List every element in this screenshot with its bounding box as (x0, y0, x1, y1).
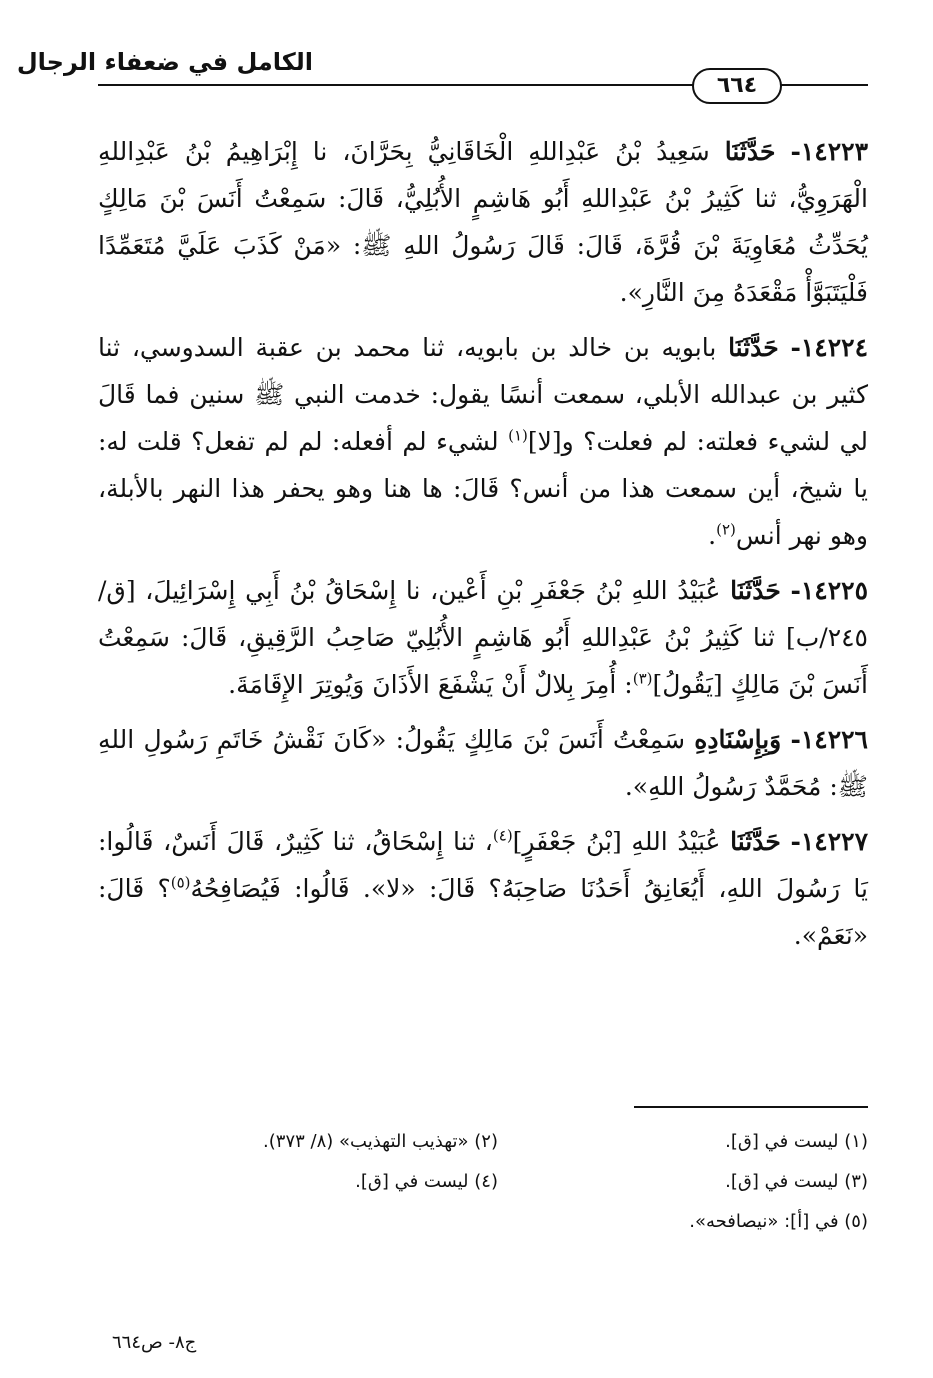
footnote-ref: (٣) (632, 669, 653, 688)
hadith-paragraph (98, 128, 868, 316)
narration-word: حَدَّثَنَا (724, 137, 776, 166)
footnote-ref: (٥) (170, 873, 191, 892)
footnote-ref: (٢) (716, 520, 736, 539)
hadith-paragraph (98, 716, 868, 810)
hadith-paragraph (98, 818, 868, 959)
footnote-row (98, 1162, 868, 1202)
footnote: (٣) ليست في [ق]. (725, 1171, 868, 1192)
hadith-text-cont: : أُمِرَ بِلالٌ أَنْ يَشْفَعَ الأَذَانَ وَيُوتِرَ الإِقَامَةَ. (228, 670, 633, 699)
footnote: (٥) في [أ]: «نيصافحه». (689, 1211, 868, 1232)
hadith-text: سَمِعْتُ أَنَسَ بْنَ مَالِكٍ يَقُولُ: «كَانَ نَقْشُ خَاتَمِ رَسُولِ اللهِ ﷺ: مُحَمَّدٌ رَسُولُ اللهِ». (98, 725, 868, 801)
hadith-number: ١٤٢٢٦- (790, 725, 868, 754)
hadith-number: ١٤٢٢٣- (790, 137, 868, 166)
main-text (98, 128, 868, 967)
page-reference: ج٨- ص٦٦٤ (112, 1332, 197, 1353)
footnote-rule (634, 1106, 868, 1108)
footnote-row (98, 1202, 868, 1242)
footnote: (١) ليست في [ق]. (725, 1131, 868, 1152)
narration-word: حَدَّثَنَا (730, 827, 781, 856)
footnote: (٤) ليست في [ق]. (355, 1171, 498, 1192)
hadith-text-cont: لشيء لم أفعله: لم لم تفعل؟ قلت له: يا شيخ، أين سمعت هذا من أنس؟ قَالَ: ها هنا وهو يحفر هذا النهر بالأبلة، وهو نهر أنس (98, 427, 868, 550)
narration-word: حَدَّثَنَا (728, 333, 779, 362)
narration-word: حَدَّثَنَا (730, 576, 781, 605)
footnote-ref: (٤) (492, 826, 513, 845)
hadith-number: ١٤٢٢٤- (790, 333, 869, 362)
hadith-text: بابويه بن خالد بن بابويه، ثنا محمد بن عقبة السدوسي، ثنا كثير بن عبدالله الأبلي، سمعت أنسًا يقول: خدمت النبي ﷺ سنين فما قَالَ لي لشيء فعلته: لم فعلت؟ و[لا] (98, 333, 869, 456)
footnote: (٢) «تهذيب التهذيب» (٨/ ٣٧٣). (263, 1131, 498, 1152)
footnote-row (98, 1122, 868, 1162)
hadith-text-end: ؟ قَالَ: «نَعَمْ». (98, 874, 868, 950)
hadith-paragraph (98, 324, 868, 559)
hadith-text: عُبَيْدُ اللهِ بْنُ جَعْفَرِ بْنِ أَعْين، نا إِسْحَاقُ بْنُ أَبِي إِسْرَائِيلَ، [ق/٢٤٥/ب] ثنا كَثِيرُ بْنُ عَبْدِاللهِ أَبُو هَاشِمٍ الأُبُلِيّ صَاحِبُ الرَّقِيقِ، قَالَ: سَمِعْتُ أَنَسَ بْنَ مَالِكٍ [يَقُولُ] (98, 576, 868, 699)
hadith-text-end: . (708, 521, 717, 550)
page-number-badge: ٦٦٤ (692, 68, 782, 104)
book-title: الكامل في ضعفاء الرجال (16, 48, 313, 76)
footnote-ref: (١) (508, 426, 528, 445)
hadith-text-cont: ، ثنا إِسْحَاقُ، ثنا كَثِيرٌ، قَالَ أَنَسٌ، قَالُوا: يَا رَسُولَ اللهِ، أَيُعَانِقُ أَحَدُنَا صَاحِبَهُ؟ قَالَ: «لا». قَالُوا: فَيُصَافِحُهُ (98, 827, 868, 903)
hadith-number: ١٤٢٢٧- (790, 827, 868, 856)
hadith-text: عُبَيْدُ اللهِ [بْنُ جَعْفَرٍ] (512, 827, 721, 856)
footnotes (98, 1122, 868, 1242)
narration-word: وَبِإِسْنَادِهِ (694, 725, 782, 754)
hadith-text: سَعِيدُ بْنُ عَبْدِاللهِ الْخَاقَانِيُّ بِحَرَّانَ، نا إِبْرَاهِيمُ بْنُ عَبْدِاللهِ الْهَرَوِيُّ، ثنا كَثِيرُ بْنُ عَبْدِاللهِ أَبُو هَاشِمٍ الأُبُلِيُّ، قَالَ: سَمِعْتُ أَنَسَ بْنَ مَالِكٍ يُحَدِّثُ مُعَاوِيَةَ بْنَ قُرَّةَ، قَالَ: قَالَ رَسُولُ اللهِ ﷺ: «مَنْ كَذَبَ عَلَيَّ مُتَعَمِّدًا فَلْيَتَبَوَّأْ مَقْعَدَهُ مِنَ النَّارِ». (98, 137, 868, 307)
hadith-number: ١٤٢٢٥- (790, 576, 868, 605)
hadith-paragraph (98, 567, 868, 708)
